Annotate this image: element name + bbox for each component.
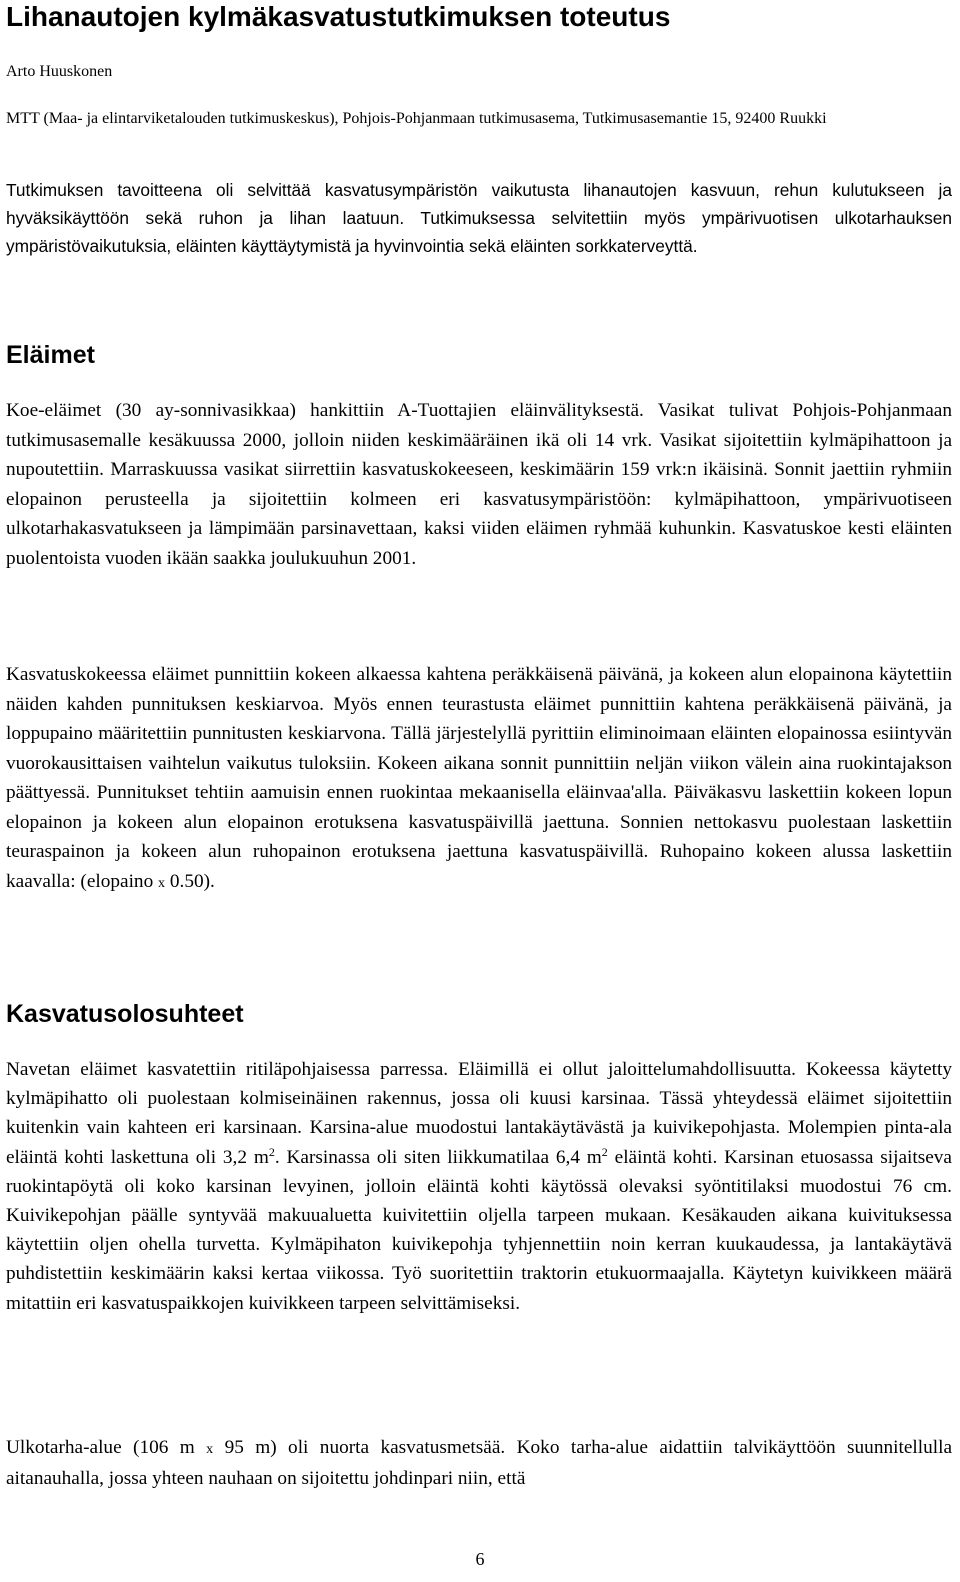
elaimet-paragraph-1: Koe-eläimet (30 ay-sonnivasikkaa) hankittiin A-Tuottajien eläinvälityksestä. Vasikat tulivat Pohjois-Pohjanmaan tutkimusasemalle kesäkuussa 2000, jolloin niiden keskimääräinen ikä oli 14 vrk. Vasikat sijoitettiin kylmäpihattoon ja nupoutettiin. Marraskuussa vasikat siirrettiin kasvatuskokeeseen, keskimäärin 159 vrk:n ikäisinä. Sonnit jaettiin ryhmiin elopainon perusteella ja sijoitettiin kolmeen eri kasvatusympäristöön: kylmäpihattoon, ympärivuotiseen ulkotarhakasvatukseen ja lämpimään parsinavettaan, kaksi viiden eläimen ryhmää kuhunkin. Kasvatuskoe kesti eläinten puolentoista vuoden ikään saakka joulukuuhun 2001. — [6, 400, 952, 569]
multiplication-sign: x — [206, 1442, 214, 1457]
document-title: Lihanautojen kylmäkasvatustutkimuksen toteutus — [6, 1, 671, 32]
page-number: 6 — [475, 1549, 485, 1569]
elaimet-paragraph-2 — [6, 660, 952, 898]
olosuhteet-paragraph-2 — [6, 1433, 952, 1493]
author-name: Arto Huuskonen — [6, 63, 113, 80]
olosuhteet-paragraph-1-text-b: . Karsinassa oli siten liikkumatilaa 6,4 m — [274, 1146, 602, 1168]
multiplication-sign: x — [158, 875, 166, 891]
elaimet-paragraph-2-text-b: 0.50). — [165, 870, 215, 892]
olosuhteet-paragraph-1-text-a: Navetan eläimet kasvatettiin ritiläpohjaisessa parressa. Eläimillä ei ollut jaloittelumahdollisuutta. Kokeessa käytetty kylmäpihatto oli puolestaan kolmiseinäinen rakennus, jossa oli kuusi karsinaa. Tässä yhteydessä eläimet sijoitettiin kuitenkin vain kahteen eri karsinaan. Karsina-alue muodostui lantakäytävästä ja kuivikepohjasta. Molempien pinta-ala eläintä kohti laskettuna oli 3,2 m — [6, 1059, 952, 1168]
olosuhteet-paragraph-1-text-c: eläintä kohti. Karsinan etuosassa sijaitseva ruokintapöytä oli koko karsinan levyinen, jolloin eläintä kohti käytössä olevaksi syöntitilaksi muodostui 76 cm. Kuivikepohjan päälle syntyvää makuualuetta kuivitettiin oljella tarpeen mukaan. Kesäkauden aikana kuivituksessa käytettiin oljen ohella turvetta. Kylmäpihaton kuivikepohja tyhjennettiin noin kerran kuukaudessa, ja lantakäytävä puhdistettiin keskimäärin kaksi kertaa viikossa. Työ suoritettiin traktorin etukuormaajalla. Käytetyn kuivikkeen määrä mitattiin eri kasvatuspaikkojen kuivikkeen tarpeen selvittämiseksi. — [6, 1146, 952, 1314]
olosuhteet-paragraph-2-text-b: 95 m) oli nuorta kasvatusmetsää. Koko tarha-alue aidattiin talvikäyttöön suunnitellulla aitanauhalla, jossa yhteen nauhaan on sijoitettu johdinpari niin, että — [6, 1437, 953, 1490]
section-heading-kasvatusolosuhteet: Kasvatusolosuhteet — [6, 1000, 244, 1028]
olosuhteet-paragraph-1 — [6, 1055, 952, 1318]
section-heading-elaimet: Eläimet — [6, 341, 95, 369]
superscript-2: 2 — [268, 1144, 275, 1159]
superscript-2: 2 — [601, 1144, 608, 1159]
abstract-paragraph: Tutkimuksen tavoitteena oli selvittää kasvatusympäristön vaikutusta lihanautojen kasvuun, rehun kulutukseen ja hyväksikäyttöön sekä ruhon ja lihan laatuun. Tutkimuksessa selvitettiin myös ympärivuotisen ulkotarhauksen ympäristövaikutuksia, eläinten käyttäytymistä ja hyvinvointia sekä eläinten sorkkaterveyttä. — [6, 180, 952, 256]
author-affiliation: MTT (Maa- ja elintarviketalouden tutkimuskeskus), Pohjois-Pohjanmaan tutkimusasema, Tutkimusasemantie 15, 92400 Ruukki — [6, 110, 827, 127]
olosuhteet-paragraph-2-text-a: Ulkotarha-alue (106 m — [6, 1437, 207, 1458]
elaimet-paragraph-2-text-a: Kasvatuskokeessa eläimet punnittiin kokeen alkaessa kahtena peräkkäisenä päivänä, ja kokeen alun elopainona käytettiin näiden kahden punnituksen keskiarvoa. Myös ennen teurastusta eläimet punnittiin kahtena peräkkäisenä päivänä, ja loppupaino määritettiin punnitusten keskiarvona. Tällä järjestelyllä pyrittiin eliminoimaan eläinten elopainossa esiintyvän vuorokausittaisen vaihtelun vaikutus tuloksiin. Kokeen aikana sonnit punnittiin neljän viikon välein aina ruokintajakson päättyessä. Punnitukset tehtiin aamuisin ennen ruokintaa mekaanisella eläinvaa'alla. Päiväkasvu laskettiin kokeen lopun elopainon ja kokeen alun elopainon erotuksena kasvatuspäivillä jaettuna. Sonnien nettokasvu puolestaan laskettiin teuraspainon ja kokeen alun ruhopainon erotuksena jaettuna kasvatuspäivillä. Ruhopaino kokeen alussa laskettiin kaavalla: (elopaino — [6, 664, 952, 892]
